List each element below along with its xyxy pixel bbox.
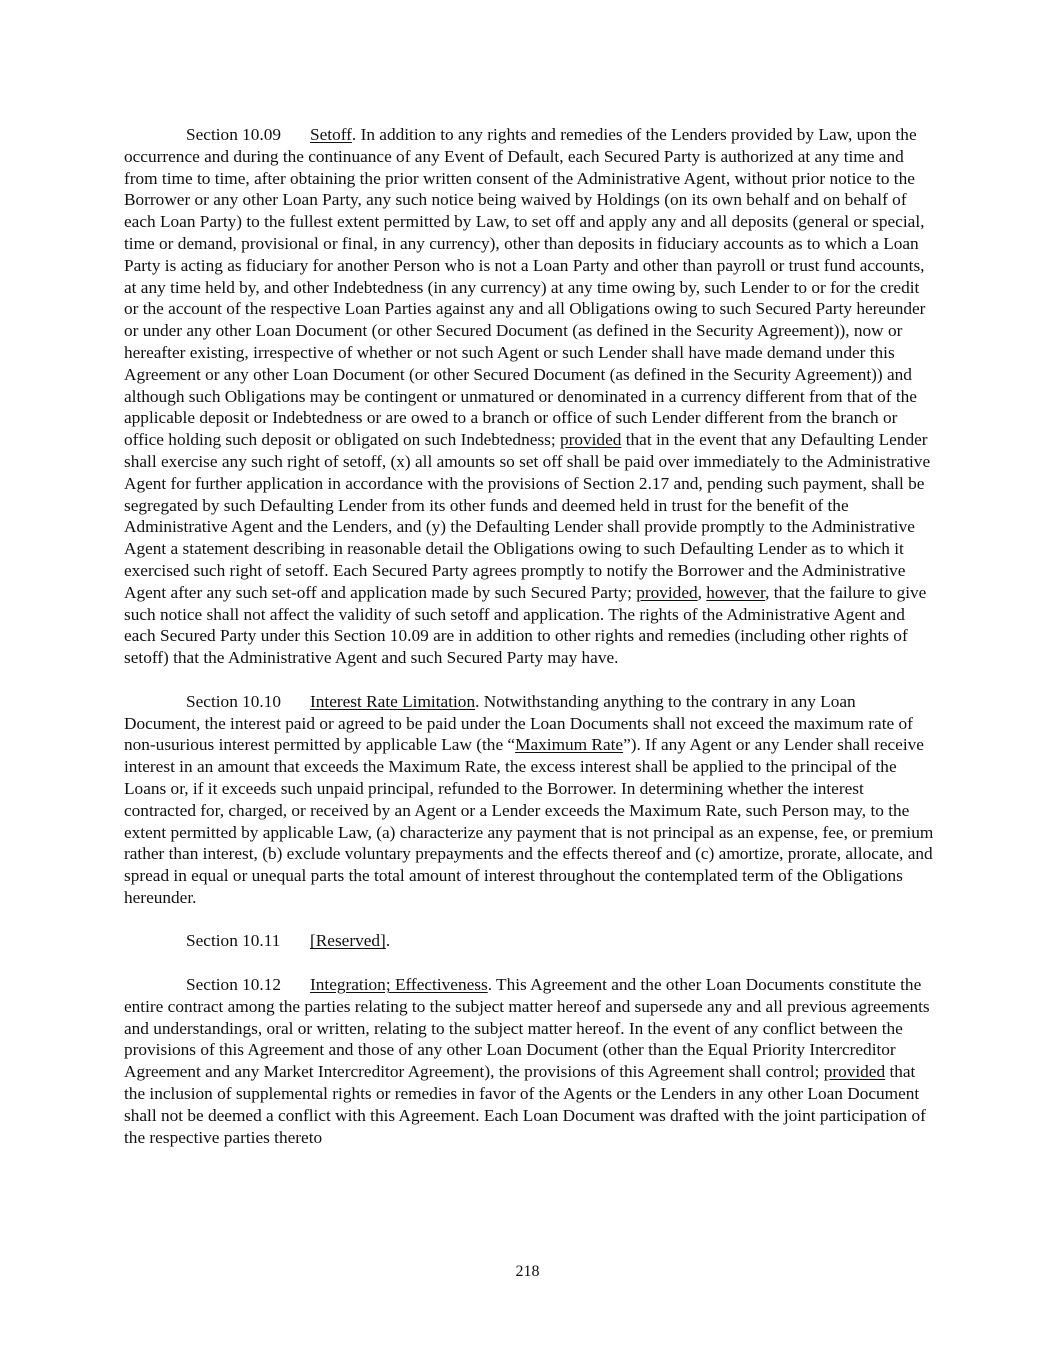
document-page	[124, 124, 936, 1170]
section-text: ”). If any Agent or any Lender shall receive interest in an amount that exceeds the Maximum Rate, the excess interest shall be applied to the principal of the Loans or, if it exceeds such unpaid principal, refunded to the Borrower. In determining whether the interest contracted for, charged, or received by an Agent or a Lender exceeds the Maximum Rate, such Person may, to the extent permitted by applicable Law, (a) characterize any payment that is not principal as an expense, fee, or premium rather than interest, (b) exclude voluntary prepayments and the effects thereof and (c) amortize, prorate, allocate, and spread in equal or unequal parts the total amount of interest throughout the contemplated term of the Obligations hereunder.	[124, 735, 934, 907]
section-text: , that the failure to give such notice shall not affect the validity of such setoff and application. The rights of the Administrative Agent and each Secured Party under this Section 10.09 are in addition to other rights and remedies (including other rights of setoff) that the Administrative Agent and such Secured Party may have.	[124, 582, 927, 668]
section-text: .	[385, 931, 391, 951]
section-text: that in the event that any Defaulting Lender shall exercise any such right of setoff, (x) all amounts so set off shall be paid over immediately to the Administrative Agent for further application in accordance with the provisions of Section 2.17 and, pending such payment, shall be segregated by such Defaulting Lender from its other funds and deemed held in trust for the benefit of the Administrative Agent and the Lenders, and (y) the Defaulting Lender shall provide promptly to the Administrative Agent a statement describing in reasonable detail the Obligations owing to such Defaulting Lender as to which it exercised such right of setoff. Each Secured Party agrees promptly to notify the Borrower and the Administrative Agent after any such set-off and application made by such Secured Party;	[124, 430, 931, 602]
section-title: Setoff	[310, 125, 352, 144]
defined-term-provided: provided	[559, 430, 622, 450]
defined-term-maximum-rate: Maximum Rate	[515, 735, 624, 755]
section-10-12	[124, 974, 936, 1148]
section-text: . In addition to any rights and remedies of the Lenders provided by Law, upon the occurrence and during the continuance of any Event of Default, each Secured Party is authorized at any time and from time to time, after obtaining the prior written consent of the Administrative Agent, without prior notice to the Borrower or any other Loan Party, any such notice being waived by Holdings (on its own behalf and on behalf of each Loan Party) to the fullest extent permitted by Law, to set off and apply any and all deposits (general or special, time or demand, provisional or final, in any currency), other than deposits in fiduciary accounts as to which a Loan Party is acting as fiduciary for another Person who is not a Loan Party and other than payroll or trust fund accounts, at any time held by, and other Indebtedness (in any currency) at any time owing by, such Lender to or for the credit or the account of the respective Loan Parties against any and all Obligations owing to such Secured Party hereunder or under any other Loan Document (or other Secured Document (as defined in the Security Agreement)), now or hereafter existing, irrespective of whether or not such Agent or such Lender shall have made demand under this Agreement or any other Loan Document (or other Secured Document (as defined in the Security Agreement)) and although such Obligations may be contingent or unmatured or denominated in a currency different from that of the applicable deposit or Indebtedness or are owed to a branch or office of such Lender different from the branch or office holding such deposit or obligated on such Indebtedness;	[124, 125, 926, 450]
section-10-09	[124, 124, 936, 669]
section-text: . Notwithstanding anything to the contrary in any Loan Document, the interest paid or agreed to be paid under the Loan Documents shall not exceed the maximum rate of non-usurious interest permitted by applicable Law (the “	[124, 691, 913, 755]
section-text: that the inclusion of supplemental rights or remedies in favor of the Agents or the Lenders in any other Loan Document shall not be deemed a conflict with this Agreement. Each Loan Document was drafted with the joint participation of the respective parties thereto	[124, 1062, 926, 1147]
section-number: Section 10.09	[186, 125, 282, 144]
section-title: [Reserved]	[310, 931, 386, 951]
page-number: 218	[515, 1263, 540, 1280]
defined-term-however: however	[706, 582, 766, 602]
section-10-11	[124, 930, 936, 952]
defined-term-provided: provided	[823, 1062, 886, 1082]
section-title: Interest Rate Limitation	[310, 691, 476, 711]
section-text: . This Agreement and the other Loan Documents constitute the entire contract among the parties relating to the subject matter hereof and supersede any and all previous agreements and understandings, oral or written, relating to the subject matter hereof. In the event of any conflict between the provisions of this Agreement and those of any other Loan Document (other than the Equal Priority Intercreditor Agreement and any Market Intercreditor Agreement), the provisions of this Agreement shall control;	[124, 975, 930, 1082]
section-title: Integration; Effectiveness	[310, 975, 488, 995]
section-text: ,	[697, 582, 707, 602]
section-number: Section 10.10	[186, 691, 282, 711]
defined-term-provided: provided	[636, 582, 698, 602]
section-number: Section 10.11	[186, 931, 281, 951]
section-10-10	[124, 691, 936, 909]
section-number: Section 10.12	[186, 975, 282, 995]
